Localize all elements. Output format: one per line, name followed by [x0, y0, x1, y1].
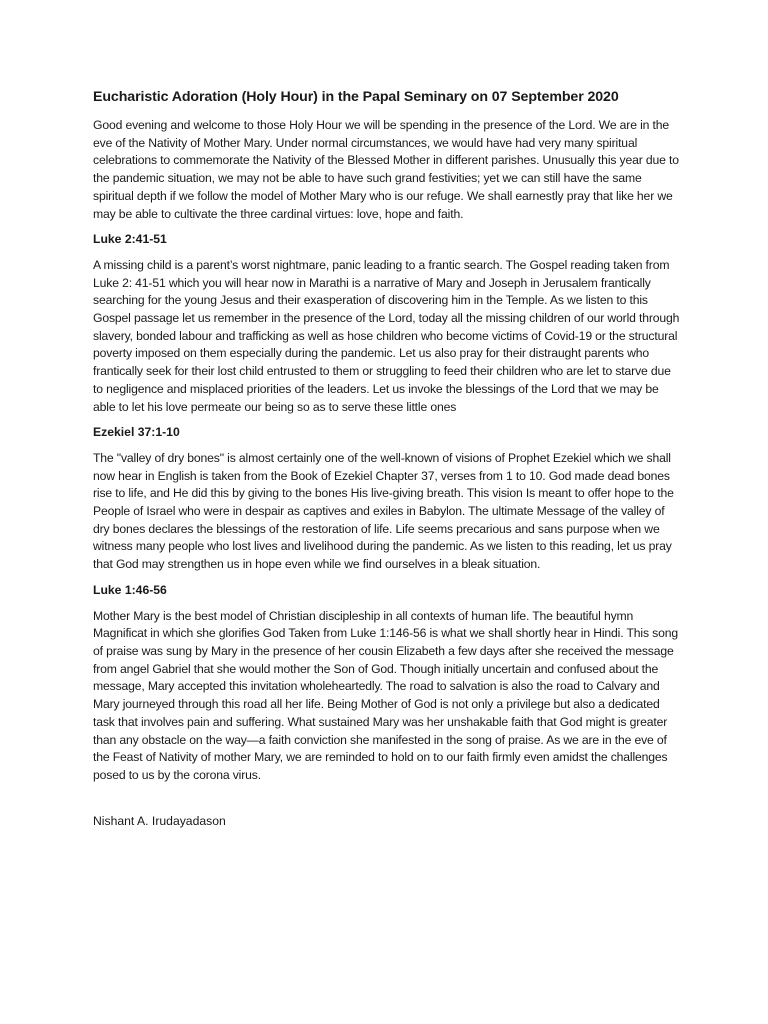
section-heading-luke-1: Luke 1:46-56: [93, 582, 167, 597]
intro-paragraph: Good evening and welcome to those Holy Hour we will be spending in the presence of the Lord. We are in the eve of the Nativity of Mother Mary. Under normal circumstances, we would have had very many spiritual celebrations to commemorate the Nativity of the Blessed Mother in different parishes. Unusually this year due to the pandemic situation, we may not be able to have such grand festivities; yet we can still have the same spiritual depth if we follow the model of Mother Mary who is our refuge. We shall earnestly pray that like her we may be able to cultivate the three cardinal virtues: love, hope and faith.: [93, 118, 679, 221]
section-heading-ezekiel-37: Ezekiel 37:1-10: [93, 425, 180, 440]
section-text-luke-2: A missing child is a parent’s worst nightmare, panic leading to a frantic search. The Gospel reading taken from Luke 2: 41-51 which you will hear now in Marathi is a narrative of Mary and Joseph in Jerusalem frantically searching for the young Jesus and their exasperation of discovering him in the Temple. As we listen to this Gospel passage let us remember in the presence of the Lord, today all the missing children of our world through slavery, bonded labour and trafficking as well as hose children who become victims of Covid-19 or the structural poverty imposed on them especially during the pandemic. Let us also pray for their distraught parents who frantically seek for their lost child entrusted to them or struggling to feed their children who are let to starve due to negligence and misplaced priorities of the leaders. Let us invoke the blessings of the Lord that we may be able to let his love permeate our being so as to serve these little ones: [93, 257, 680, 414]
author-signature: Nishant A. Irudayadason: [93, 813, 226, 828]
section-text-ezekiel-37: The "valley of dry bones" is almost certainly one of the well-known of visions of Prophet Ezekiel which we shall now hear in English is taken from the Book of Ezekiel Chapter 37, verses from 1 to 10. God made dead bones rise to life, and He did this by giving to the bones His live-giving breath. This vision Is meant to offer hope to the People of Israel who were in despair as captives and exiles in Babylon. The ultimate Message of the valley of dry bones declares the blessings of the restoration of life. Life seems precarious and sans purpose when we witness many people who lost lives and livelihood during the pandemic. As we listen to this reading, let us pray that God may strengthen us in hope even while we find ourselves in a bleak situation.: [93, 450, 674, 572]
document-page: [93, 86, 683, 830]
document-title: Eucharistic Adoration (Holy Hour) in the Papal Seminary on 07 September 2020: [93, 89, 619, 105]
section-heading-luke-2: Luke 2:41-51: [93, 232, 167, 247]
section-text-luke-1: Mother Mary is the best model of Christian discipleship in all contexts of human life. The beautiful hymn Magnificat in which she glorifies God Taken from Luke 1:146-56 is what we shall shortly hear in Hindi. This song of praise was sung by Mary in the presence of her cousin Elizabeth a few days after she received the message from angel Gabriel that she would mother the Son of God. Though initially uncertain and confused about the message, Mary accepted this invitation wholeheartedly. The road to salvation is also the road to Calvary and Mary journeyed through this road all her life. Being Mother of God is not only a privilege but also a dedicated task that involves pain and suffering. What sustained Mary was her unshakable faith that God might is greater than any obstacle on the way—a faith conviction she manifested in the song of praise. As we are in the eve of the Feast of Nativity of mother Mary, we are reminded to hold on to our faith firmly even amidst the challenges posed to us by the corona virus.: [93, 608, 678, 782]
